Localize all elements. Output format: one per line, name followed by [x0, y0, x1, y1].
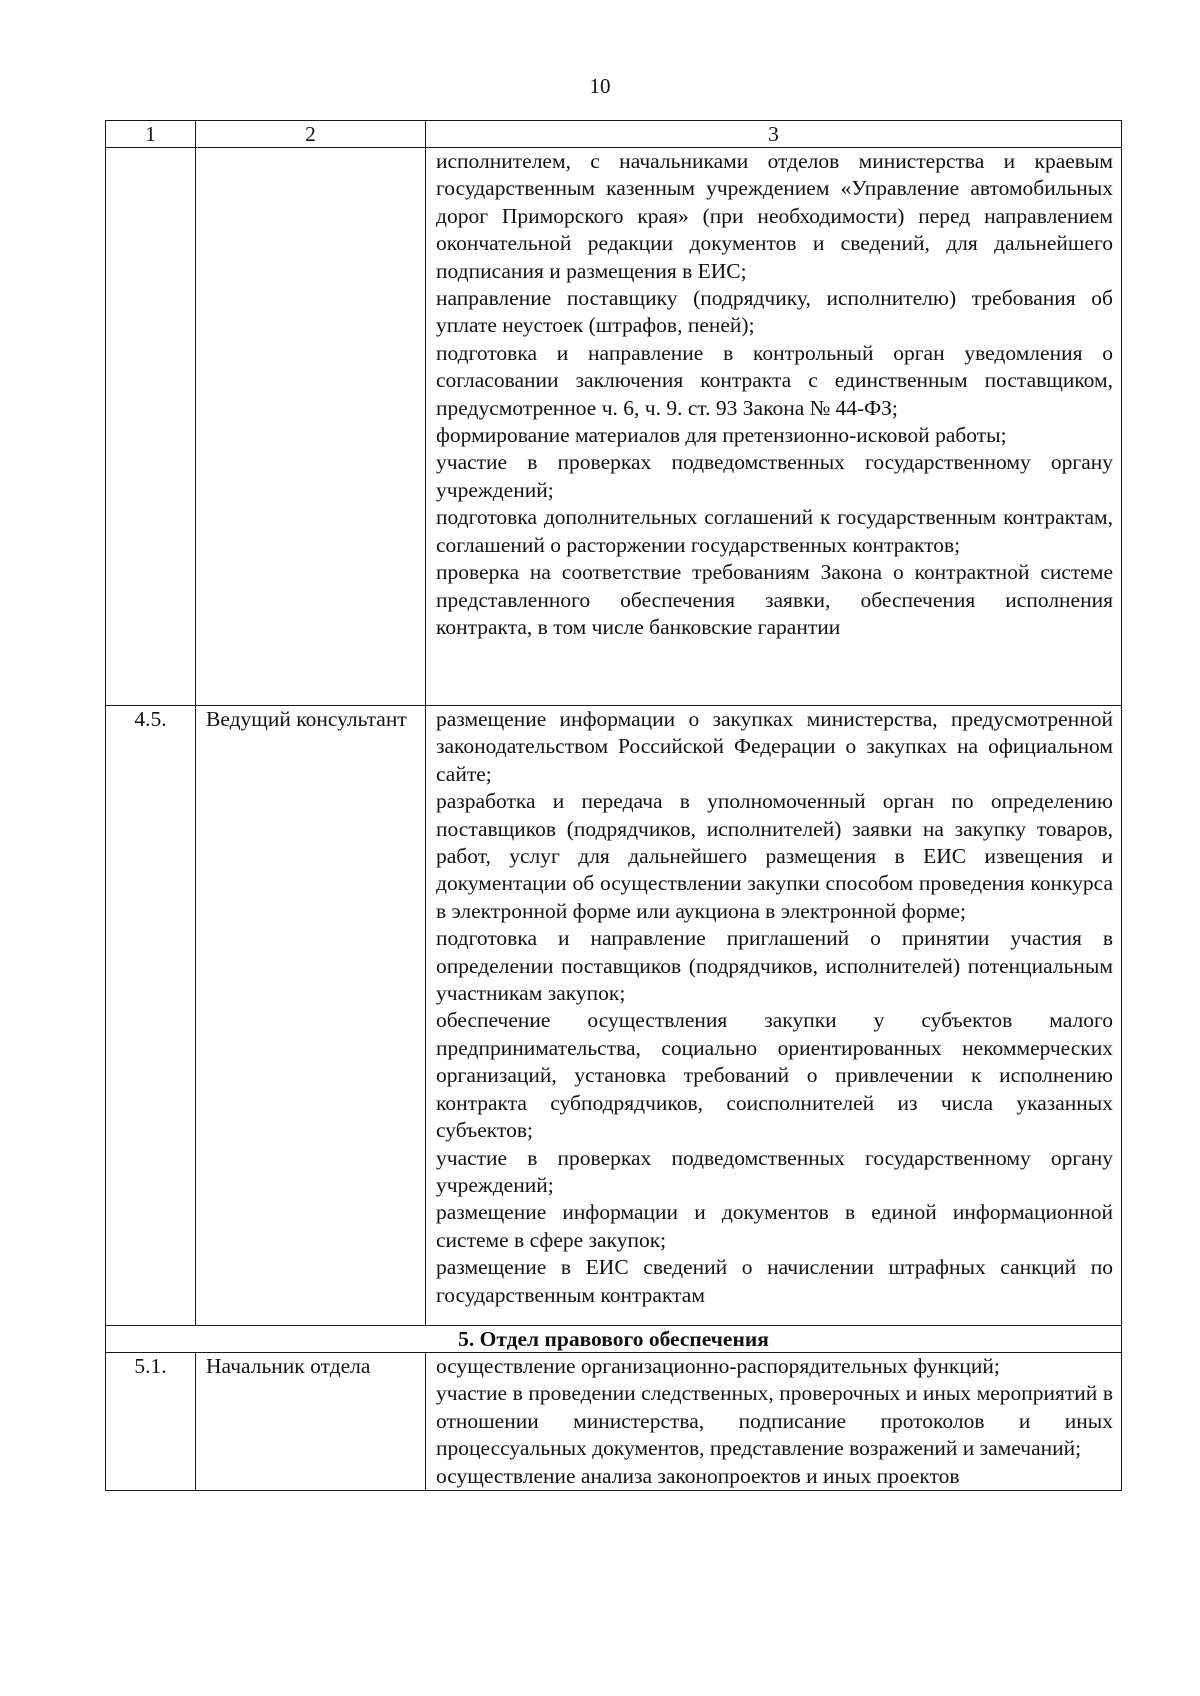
- duty-item: подготовка и направление в контрольный орган уведомления о согласовании заключения контракта с единственным поставщиком, предусмотренное ч. 6, ч. 9. ст. 93 Закона № 44-ФЗ;: [436, 340, 1113, 420]
- duty-item: осуществление организационно-распорядительных функций;: [436, 1354, 1000, 1378]
- page-number: 10: [589, 74, 611, 98]
- header-col-1: 1: [106, 121, 196, 148]
- duty-item: осуществление анализа законопроектов и иных проектов: [436, 1463, 960, 1488]
- duty-item: исполнителем, с начальниками отделов министерства и краевым государственным казенным учреждением «Управление автомобильных дорог Приморского края» (при необходимости) перед направлением окончательной редакции документов и сведений, для дальнейшего подписания и размещения в ЕИС;: [436, 149, 1113, 283]
- duty-item: формирование материалов для претензионно-исковой работы;: [436, 423, 1007, 448]
- table-row: [106, 706, 1122, 1326]
- position-title: Начальник отдела: [196, 1353, 426, 1491]
- row-number: [106, 148, 196, 706]
- duties-table: [105, 120, 1122, 1491]
- header-col-2: 2: [196, 121, 426, 148]
- table-header-row: [106, 121, 1122, 148]
- section-header-row: [106, 1326, 1122, 1353]
- duty-item: проверка на соответствие требованиям Закона о контрактной системе представленного обеспечения заявки, обеспечения исполнения контракта, в том числе банковские гарантии: [436, 560, 1113, 639]
- row-number: 5.1.: [106, 1353, 196, 1491]
- duties-cell: [426, 706, 1122, 1326]
- duty-item: участие в проведении следственных, проверочных и иных мероприятий в отношении министерства, подписание протоколов и иных процессуальных документов, представление возражений и замечаний;: [436, 1381, 1113, 1461]
- table-row: [106, 1353, 1122, 1491]
- duty-item: обеспечение осуществления закупки у субъектов малого предпринимательства, социально ориентированных некоммерческих организаций, установка требований о привлечении к исполнению контракта субподрядчиков, соисполнителей из числа указанных субъектов;: [436, 1008, 1113, 1143]
- duties-cell: [426, 1353, 1122, 1491]
- duty-item: направление поставщику (подрядчику, исполнителю) требования об уплате неустоек (штрафов, пеней);: [436, 286, 1113, 338]
- header-col-3: 3: [426, 121, 1122, 148]
- position-title: [196, 148, 426, 706]
- duty-item: подготовка и направление приглашений о принятии участия в определении поставщиков (подрядчиков, исполнителей) потенциальным участникам закупок;: [436, 926, 1113, 1006]
- position-title: Ведущий консультант: [196, 706, 426, 1326]
- row-number: 4.5.: [106, 706, 196, 1326]
- duties-cell: [426, 148, 1122, 706]
- duty-item: размещение информации о закупках министерства, предусмотренной законодательством Российской Федерации о закупках на официальном сайте;: [436, 707, 1113, 786]
- duty-item: участие в проверках подведомственных государственному органу учреждений;: [436, 450, 1113, 502]
- duty-item: разработка и передача в уполномоченный орган по определению поставщиков (подрядчиков, исполнителей) заявки на закупку товаров, работ, услуг для дальнейшего размещения в ЕИС извещения и документации об осуществлении закупки способом проведения конкурса в электронной форме или аукциона в электронной форме;: [436, 789, 1113, 923]
- duty-item: размещение в ЕИС сведений о начислении штрафных санкций по государственным контрактам: [436, 1255, 1113, 1307]
- duty-item: подготовка дополнительных соглашений к государственным контрактам, соглашений о расторжении государственных контрактов;: [436, 505, 1113, 557]
- duty-item: участие в проверках подведомственных государственному органу учреждений;: [436, 1145, 1113, 1197]
- table-row: [106, 148, 1122, 706]
- section-title: 5. Отдел правового обеспечения: [106, 1326, 1122, 1353]
- duty-item: размещение информации и документов в единой информационной системе в сфере закупок;: [436, 1200, 1113, 1252]
